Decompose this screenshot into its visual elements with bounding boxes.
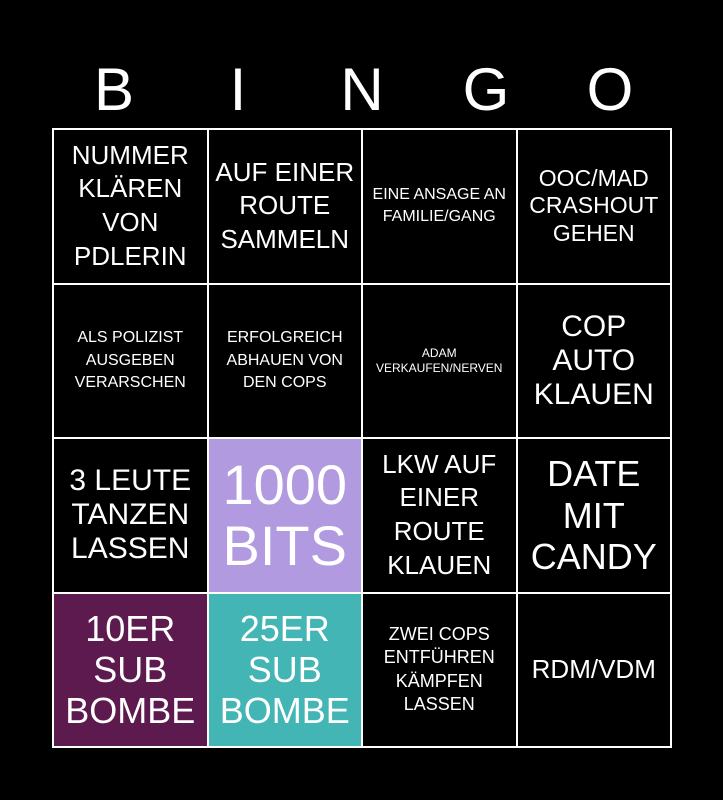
bingo-cell[interactable] [54, 130, 207, 283]
bingo-cell[interactable] [209, 439, 362, 592]
bingo-cell[interactable] [209, 285, 362, 438]
bingo-cell[interactable] [209, 130, 362, 283]
bingo-cell[interactable] [363, 439, 516, 592]
cell-label: LKW AUF EINER ROUTE KLAUEN [382, 448, 497, 581]
bingo-header [52, 52, 672, 128]
bingo-cell[interactable] [54, 594, 207, 747]
bingo-cell[interactable] [363, 285, 516, 438]
cell-label: 10ER SUB BOMBE [65, 607, 196, 732]
bingo-board [52, 128, 672, 748]
bingo-cell[interactable] [518, 439, 671, 592]
header-letter-n: N [340, 56, 384, 123]
cell-label: NUMMER KLÄREN VON PDLERIN [71, 139, 189, 272]
header-letter-g: G [462, 56, 510, 123]
cell-label: OOC/MAD CRASHOUT GEHEN [529, 164, 659, 247]
header-letter-i: I [229, 56, 247, 123]
bingo-cell[interactable] [209, 594, 362, 747]
cell-label: ERFOLGREICH ABHAUEN VON DEN COPS [226, 329, 343, 391]
cell-label: DATE MIT CANDY [530, 453, 657, 577]
bingo-cell[interactable] [518, 594, 671, 747]
cell-label: COP AUTO KLAUEN [533, 309, 654, 411]
header-letter-b: B [93, 56, 135, 123]
cell-label: 1000 BITS [222, 452, 348, 578]
cell-label: ALS POLIZIST AUSGEBEN VERARSCHEN [74, 329, 186, 391]
header-letter-o: O [586, 56, 634, 123]
cell-label: 3 LEUTE TANZEN LASSEN [69, 464, 192, 566]
bingo-cell[interactable] [518, 130, 671, 283]
cell-label: AUF EINER ROUTE SAMMELN [215, 156, 355, 255]
cell-label: ADAM VERKAUFEN/NERVEN [376, 346, 503, 375]
bingo-cell[interactable] [363, 130, 516, 283]
cell-label: RDM/VDM [531, 653, 656, 684]
bingo-cell[interactable] [54, 439, 207, 592]
bingo-cell[interactable] [54, 285, 207, 438]
cell-label: EINE ANSAGE AN FAMILIE/GANG [372, 185, 506, 226]
cell-label: 25ER SUB BOMBE [219, 607, 350, 732]
bingo-cell[interactable] [363, 594, 516, 747]
bingo-cell[interactable] [518, 285, 671, 438]
cell-label: ZWEI COPS ENTFÜHREN KÄMPFEN LASSEN [383, 623, 495, 715]
